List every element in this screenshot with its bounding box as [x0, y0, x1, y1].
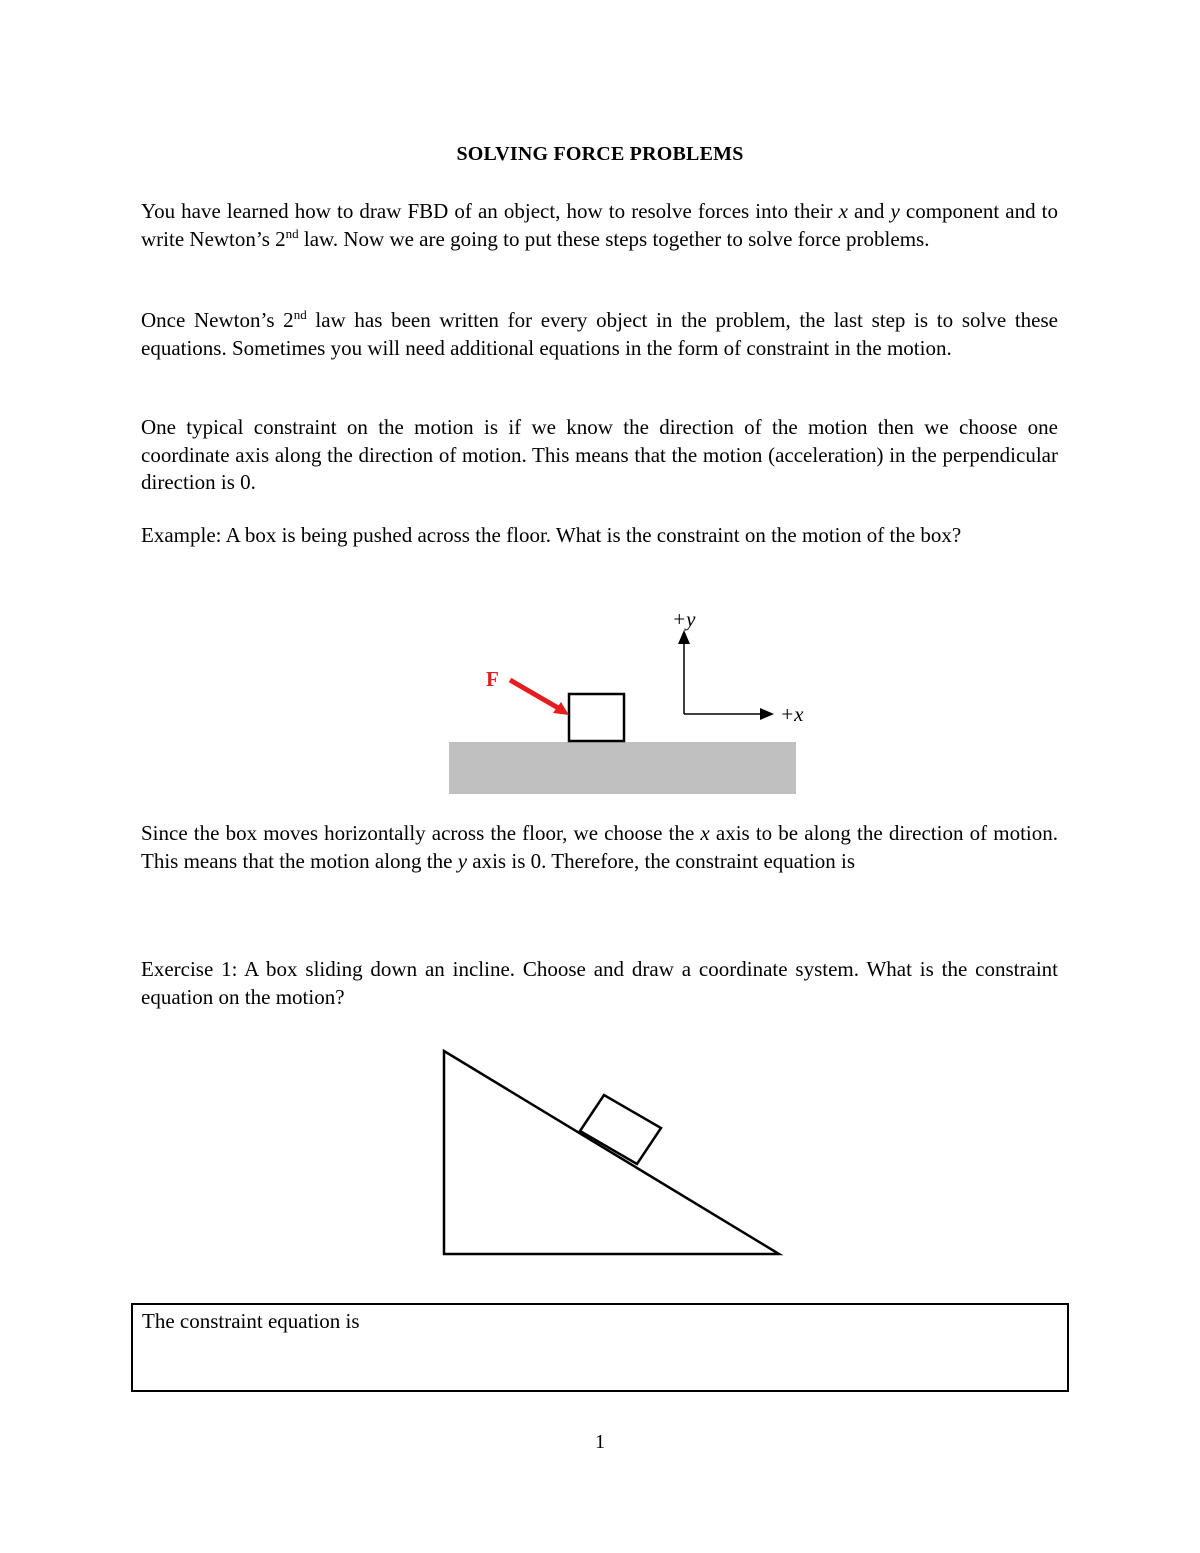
x-axis-label: +x	[780, 702, 804, 726]
page-title: SOLVING FORCE PROBLEMS	[456, 143, 744, 165]
intro-paragraph	[141, 198, 1058, 253]
intro-x-var: x	[838, 199, 848, 223]
answer-box-label: The constraint equation is	[142, 1309, 360, 1333]
answer-box[interactable]	[131, 1303, 1069, 1392]
box-on-floor-figure	[430, 600, 830, 800]
since-text-b: axis to be along the direction of motion. This means that the motion along the	[141, 821, 1058, 873]
incline-triangle	[444, 1051, 779, 1254]
example-paragraph: Example: A box is being pushed across the floor. What is the constraint on the motion of the box?	[141, 523, 962, 547]
intro-superscript: nd	[285, 225, 299, 241]
force-label: F	[486, 667, 499, 691]
y-axis-arrowhead	[678, 630, 690, 644]
floor-rect	[449, 742, 796, 794]
exercise-paragraph: Exercise 1: A box sliding down an incline. Choose and draw a coordinate system. What is the constraint equation on the motion?	[141, 957, 1058, 1009]
box-rect	[569, 694, 624, 741]
intro-y-var: y	[890, 199, 900, 223]
x-axis-arrowhead	[760, 708, 774, 720]
force-arrow-line	[510, 680, 560, 709]
intro-and: and	[847, 199, 891, 223]
solution-paragraph	[141, 820, 1058, 875]
since-text-c: axis is 0. Therefore, the constraint equation is	[467, 848, 856, 873]
intro-text-a: You have learned how to draw FBD of an object, how to resolve forces into their	[141, 199, 839, 223]
intro-text-c: law. Now we are going to put these steps together to solve force problems.	[298, 226, 930, 251]
incline-figure	[430, 1040, 790, 1265]
since-x-var: x	[700, 821, 710, 845]
second-text-b: law has been written for every object in the problem, the last step is to solve these equations. Sometimes you will need additional equations in the form of constraint in the motion.	[141, 308, 1058, 360]
newton-law-paragraph	[141, 307, 1058, 362]
page-number: 1	[595, 1431, 605, 1453]
second-superscript: nd	[293, 307, 307, 322]
second-text-a: Once Newton’s 2	[141, 308, 294, 332]
since-y-var: y	[457, 848, 468, 873]
constraint-paragraph: One typical constraint on the motion is if we know the direction of the motion then we choose one coordinate axis along the direction of motion. This means that the motion (acceleration) in the perpendicular direction is 0.	[141, 415, 1058, 494]
since-text-a: Since the box moves horizontally across the floor, we choose the	[141, 821, 701, 845]
y-axis-label: +y	[672, 607, 696, 631]
intro-text-b: component and to write Newton’s 2	[141, 199, 1059, 251]
incline-box	[580, 1095, 661, 1164]
